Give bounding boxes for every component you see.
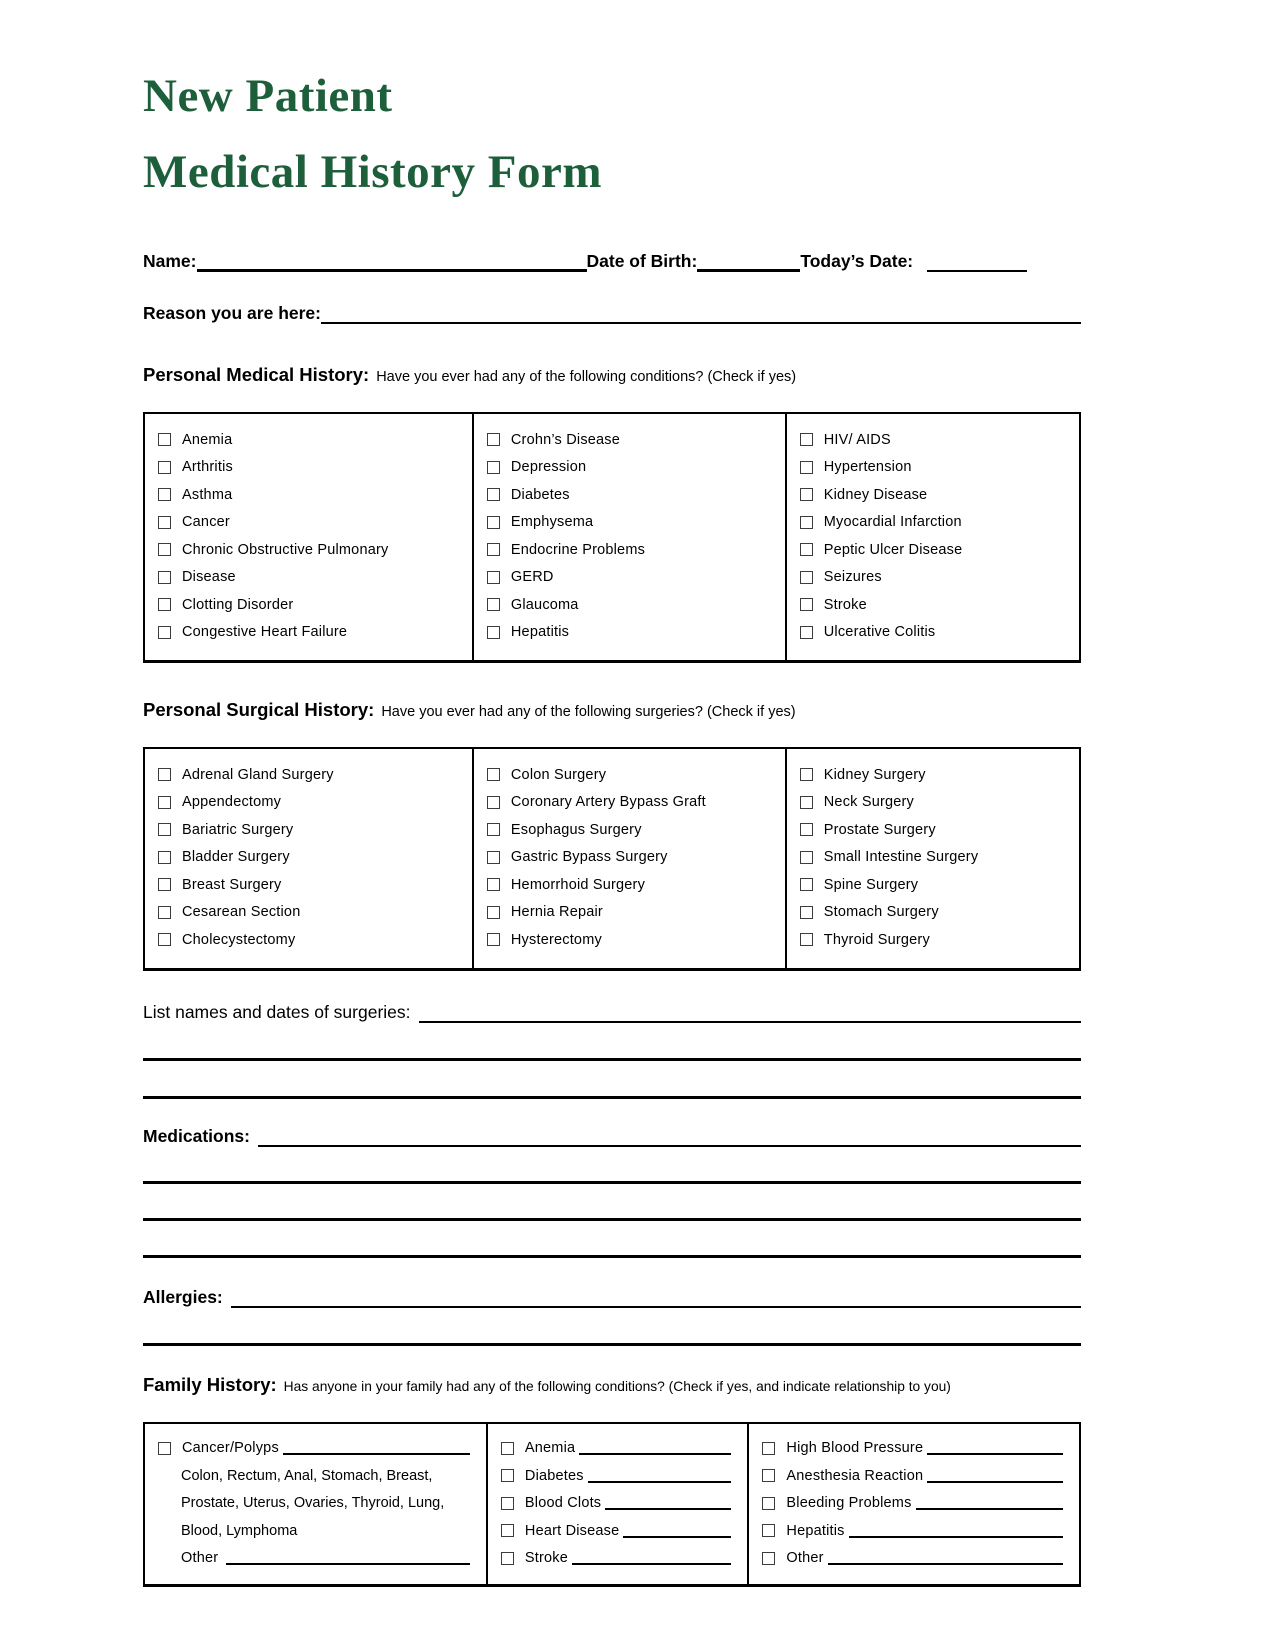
medical-condition-item [800, 454, 1073, 482]
medical-condition-item [800, 509, 1073, 537]
relationship-input-line[interactable] [588, 1469, 732, 1483]
relationship-input-line[interactable] [605, 1496, 731, 1510]
medical-history-column-3 [785, 414, 1079, 660]
checkbox-icon[interactable] [501, 1497, 514, 1510]
checkbox-icon[interactable] [487, 433, 500, 446]
condition-label: Cancer [182, 514, 230, 531]
name-label: Name: [143, 251, 197, 271]
other-label: Other [181, 1550, 219, 1567]
condition-label: Diabetes [510, 486, 570, 503]
family-condition-item [158, 1435, 470, 1463]
medical-condition-item [158, 426, 466, 454]
relationship-input-line[interactable] [916, 1496, 1063, 1510]
family-history-column-2 [486, 1424, 748, 1585]
medical-condition-item [487, 509, 779, 537]
surgery-label: Small Intestine Surgery [823, 849, 979, 866]
condition-label: Chronic Obstructive Pulmonary [182, 541, 389, 558]
condition-label: Congestive Heart Failure [182, 624, 348, 641]
family-condition-item [762, 1490, 1063, 1518]
family-condition-item [501, 1462, 732, 1490]
condition-label: Anemia [182, 431, 233, 448]
condition-label: Seizures [823, 569, 882, 586]
checkbox-icon[interactable] [800, 626, 813, 639]
relationship-input-line[interactable] [927, 1441, 1063, 1455]
surgical-history-table [143, 747, 1081, 971]
medications-extra-line-3[interactable] [143, 1221, 1081, 1258]
surgical-history-column-2 [472, 749, 785, 968]
medical-condition-item [800, 591, 1073, 619]
cancer-types-line-1: Colon, Rectum, Anal, Stomach, Breast, [181, 1467, 433, 1484]
surgery-label: Esophagus Surgery [510, 821, 642, 838]
condition-label: Ulcerative Colitis [823, 624, 936, 641]
medical-condition-item [158, 564, 466, 592]
surgery-label: Bladder Surgery [182, 849, 290, 866]
relationship-input-line[interactable] [828, 1551, 1063, 1565]
checkbox-icon[interactable] [762, 1552, 775, 1565]
medical-condition-item [800, 564, 1073, 592]
surgery-item [800, 899, 1073, 927]
surgery-list-extra-line-1[interactable] [143, 1023, 1081, 1061]
medical-condition-item [800, 481, 1073, 509]
surgery-label: Adrenal Gland Surgery [182, 766, 334, 783]
checkbox-icon[interactable] [158, 906, 171, 919]
surgery-label: Bariatric Surgery [182, 821, 294, 838]
condition-label: Depression [510, 459, 587, 476]
relationship-input-line[interactable] [579, 1441, 731, 1455]
condition-label: Asthma [182, 486, 233, 503]
checkbox-icon[interactable] [158, 768, 171, 781]
checkbox-icon[interactable] [158, 433, 171, 446]
checkbox-icon[interactable] [487, 878, 500, 891]
condition-label: HIV/ AIDS [823, 431, 891, 448]
surgery-label: Cholecystectomy [182, 931, 296, 948]
relationship-input-line[interactable] [623, 1524, 731, 1538]
checkbox-icon[interactable] [158, 571, 171, 584]
checkbox-icon[interactable] [800, 823, 813, 836]
surgery-label: Stomach Surgery [823, 904, 939, 921]
surgery-item [158, 871, 466, 899]
surgery-label: Prostate Surgery [823, 821, 936, 838]
medical-condition-item [158, 536, 466, 564]
checkbox-icon[interactable] [487, 933, 500, 946]
checkbox-icon[interactable] [800, 461, 813, 474]
condition-label: Diabetes [524, 1467, 584, 1484]
name-input-line[interactable] [197, 250, 587, 272]
medications-extra-line-2[interactable] [143, 1184, 1081, 1221]
medical-condition-item [487, 454, 779, 482]
surgery-label: Colon Surgery [510, 766, 607, 783]
today-date-label: Today’s Date: [800, 251, 914, 271]
surgery-label: Appendectomy [182, 794, 282, 811]
condition-label: Cancer/Polyps [182, 1440, 279, 1457]
medications-input-line[interactable] [258, 1125, 1081, 1147]
checkbox-icon[interactable] [158, 796, 171, 809]
medical-condition-item [158, 454, 466, 482]
surgery-item [800, 844, 1073, 872]
surgery-item [800, 761, 1073, 789]
medical-history-column-1 [145, 414, 472, 660]
medical-condition-item [487, 481, 779, 509]
checkbox-icon[interactable] [158, 1442, 171, 1455]
today-date-input-line[interactable] [927, 250, 1027, 272]
identity-row [143, 250, 1081, 272]
condition-label: Hypertension [823, 459, 912, 476]
medical-history-subheading: Have you ever had any of the following conditions? (Check if yes) [376, 369, 797, 385]
surgery-label: Neck Surgery [823, 794, 915, 811]
family-condition-item [501, 1517, 732, 1545]
reason-input-line[interactable] [321, 302, 1081, 324]
condition-label: Emphysema [510, 514, 594, 531]
medical-condition-item [158, 591, 466, 619]
checkbox-icon[interactable] [800, 796, 813, 809]
checkbox-icon[interactable] [487, 571, 500, 584]
surgical-history-column-1 [145, 749, 472, 968]
condition-label: Glaucoma [510, 596, 579, 613]
family-history-column-3 [747, 1424, 1079, 1585]
condition-label: Blood Clots [524, 1495, 602, 1512]
condition-label: Anemia [524, 1440, 576, 1457]
surgery-label: Thyroid Surgery [823, 931, 930, 948]
checkbox-icon[interactable] [800, 878, 813, 891]
checkbox-icon[interactable] [158, 461, 171, 474]
surgery-item [800, 926, 1073, 954]
checkbox-icon[interactable] [800, 543, 813, 556]
surgery-item [487, 899, 779, 927]
surgery-label: Spine Surgery [823, 876, 919, 893]
medical-condition-item [487, 564, 779, 592]
checkbox-icon[interactable] [158, 626, 171, 639]
reason-label: Reason you are here: [143, 303, 321, 323]
surgery-item [487, 844, 779, 872]
checkbox-icon[interactable] [158, 598, 171, 611]
condition-label: Bleeding Problems [786, 1495, 912, 1512]
condition-label: Arthritis [182, 459, 233, 476]
form-title-line2: Medical History Form [143, 146, 602, 198]
medical-history-heading-row [143, 364, 1081, 386]
family-condition-item [501, 1490, 732, 1518]
surgery-item [158, 926, 466, 954]
surgical-history-heading-row [143, 699, 1081, 721]
surgery-label: Cesarean Section [182, 904, 301, 921]
relationship-input-line[interactable] [927, 1469, 1063, 1483]
surgery-item [487, 761, 779, 789]
surgical-history-subheading: Have you ever had any of the following surgeries? (Check if yes) [381, 704, 796, 720]
checkbox-icon[interactable] [800, 851, 813, 864]
family-history-table [143, 1422, 1081, 1588]
condition-label: Stroke [823, 596, 867, 613]
surgery-label: Hysterectomy [510, 931, 602, 948]
checkbox-icon[interactable] [762, 1524, 775, 1537]
checkbox-icon[interactable] [158, 851, 171, 864]
condition-label: Hepatitis [510, 624, 570, 641]
other-input-line[interactable] [226, 1551, 470, 1565]
surgery-item [800, 816, 1073, 844]
medical-history-heading: Personal Medical History: [143, 364, 370, 385]
family-condition-item [501, 1435, 732, 1463]
surgery-list-extra-line-2[interactable] [143, 1061, 1081, 1099]
allergies-row [143, 1286, 1081, 1308]
checkbox-icon[interactable] [158, 878, 171, 891]
condition-label: Anesthesia Reaction [786, 1467, 924, 1484]
medications-label: Medications: [143, 1125, 250, 1146]
medical-condition-item [800, 426, 1073, 454]
surgery-item [487, 871, 779, 899]
form-title-line1: New Patient [143, 70, 393, 122]
condition-label: Other [786, 1550, 824, 1567]
checkbox-icon[interactable] [158, 543, 171, 556]
medical-condition-item [800, 536, 1073, 564]
checkbox-icon[interactable] [501, 1524, 514, 1537]
medical-condition-item [158, 481, 466, 509]
checkbox-icon[interactable] [800, 933, 813, 946]
medical-condition-item [487, 426, 779, 454]
surgery-label: Breast Surgery [182, 876, 282, 893]
condition-label: Peptic Ulcer Disease [823, 541, 963, 558]
cancer-types-line-3: Blood, Lymphoma [181, 1522, 298, 1539]
condition-label: Kidney Disease [823, 486, 928, 503]
surgery-item [158, 899, 466, 927]
relationship-input-line[interactable] [849, 1524, 1063, 1538]
surgery-item [800, 789, 1073, 817]
checkbox-icon[interactable] [487, 796, 500, 809]
checkbox-icon[interactable] [487, 598, 500, 611]
medical-condition-item [487, 536, 779, 564]
checkbox-icon[interactable] [158, 933, 171, 946]
checkbox-icon[interactable] [487, 461, 500, 474]
family-condition-item [762, 1462, 1063, 1490]
dob-input-line[interactable] [697, 250, 800, 272]
surgery-label: Hernia Repair [510, 904, 603, 921]
medical-condition-item [487, 619, 779, 647]
checkbox-icon[interactable] [501, 1442, 514, 1455]
family-condition-item [762, 1517, 1063, 1545]
relationship-input-line[interactable] [572, 1551, 731, 1565]
family-other-item [158, 1545, 470, 1573]
family-condition-item [762, 1545, 1063, 1573]
surgery-label: Coronary Artery Bypass Graft [510, 794, 706, 811]
allergies-extra-line-1[interactable] [143, 1308, 1081, 1346]
checkbox-icon[interactable] [158, 488, 171, 501]
allergies-label: Allergies: [143, 1286, 223, 1307]
surgery-item [800, 871, 1073, 899]
dob-label: Date of Birth: [586, 251, 698, 271]
condition-label: Stroke [524, 1550, 569, 1567]
checkbox-icon[interactable] [487, 851, 500, 864]
medical-condition-item [800, 619, 1073, 647]
surgery-list-input-line[interactable] [419, 1001, 1081, 1023]
condition-label: Myocardial Infarction [823, 514, 962, 531]
condition-label: GERD [510, 569, 554, 586]
checkbox-icon[interactable] [501, 1552, 514, 1565]
checkbox-icon[interactable] [487, 823, 500, 836]
reason-row [143, 302, 1081, 324]
checkbox-icon[interactable] [487, 488, 500, 501]
family-condition-item [501, 1545, 732, 1573]
family-history-heading-row [143, 1374, 1081, 1396]
checkbox-icon[interactable] [762, 1469, 775, 1482]
condition-label: Crohn’s Disease [510, 431, 621, 448]
surgery-item [158, 816, 466, 844]
relationship-input-line[interactable] [283, 1441, 470, 1455]
checkbox-icon[interactable] [487, 516, 500, 529]
medical-condition-item [158, 509, 466, 537]
checkbox-icon[interactable] [158, 516, 171, 529]
condition-label: Clotting Disorder [182, 596, 294, 613]
family-history-heading: Family History: [143, 1373, 277, 1395]
cancer-types-line-2: Prostate, Uterus, Ovaries, Thyroid, Lung, [181, 1495, 445, 1512]
condition-label: Disease [182, 569, 236, 586]
medications-row [143, 1125, 1081, 1147]
medical-condition-item [487, 591, 779, 619]
checkbox-icon[interactable] [501, 1469, 514, 1482]
family-history-subheading: Has anyone in your family had any of the following conditions? (Check if yes, and indicate relationship to you) [283, 1378, 951, 1394]
checkbox-icon[interactable] [800, 906, 813, 919]
checkbox-icon[interactable] [762, 1497, 775, 1510]
surgery-item [487, 926, 779, 954]
condition-label: High Blood Pressure [786, 1440, 924, 1457]
checkbox-icon[interactable] [800, 433, 813, 446]
checkbox-icon[interactable] [487, 906, 500, 919]
surgery-item [158, 844, 466, 872]
surgery-item [158, 761, 466, 789]
condition-label: Endocrine Problems [510, 541, 646, 558]
family-history-column-1 [145, 1424, 486, 1585]
checkbox-icon[interactable] [800, 488, 813, 501]
checkbox-icon[interactable] [800, 768, 813, 781]
surgery-label: Kidney Surgery [823, 766, 926, 783]
medications-extra-line-1[interactable] [143, 1147, 1081, 1184]
checkbox-icon[interactable] [487, 626, 500, 639]
surgery-list-label: List names and dates of surgeries: [143, 1001, 411, 1022]
allergies-input-line[interactable] [231, 1286, 1081, 1308]
family-condition-item [762, 1435, 1063, 1463]
surgical-history-heading: Personal Surgical History: [143, 699, 375, 720]
checkbox-icon[interactable] [762, 1442, 775, 1455]
checkbox-icon[interactable] [800, 598, 813, 611]
condition-label: Heart Disease [524, 1522, 620, 1539]
form-title [143, 58, 1081, 210]
surgery-item [158, 789, 466, 817]
medical-history-column-2 [472, 414, 785, 660]
surgical-history-column-3 [785, 749, 1079, 968]
surgery-label: Hemorrhoid Surgery [510, 876, 646, 893]
checkbox-icon[interactable] [800, 571, 813, 584]
checkbox-icon[interactable] [158, 823, 171, 836]
surgery-item [487, 816, 779, 844]
medical-history-table [143, 412, 1081, 663]
checkbox-icon[interactable] [487, 543, 500, 556]
surgery-item [487, 789, 779, 817]
surgery-label: Gastric Bypass Surgery [510, 849, 668, 866]
condition-label: Hepatitis [786, 1522, 845, 1539]
medical-condition-item [158, 619, 466, 647]
surgery-list-row [143, 1001, 1081, 1023]
checkbox-icon[interactable] [800, 516, 813, 529]
checkbox-icon[interactable] [487, 768, 500, 781]
